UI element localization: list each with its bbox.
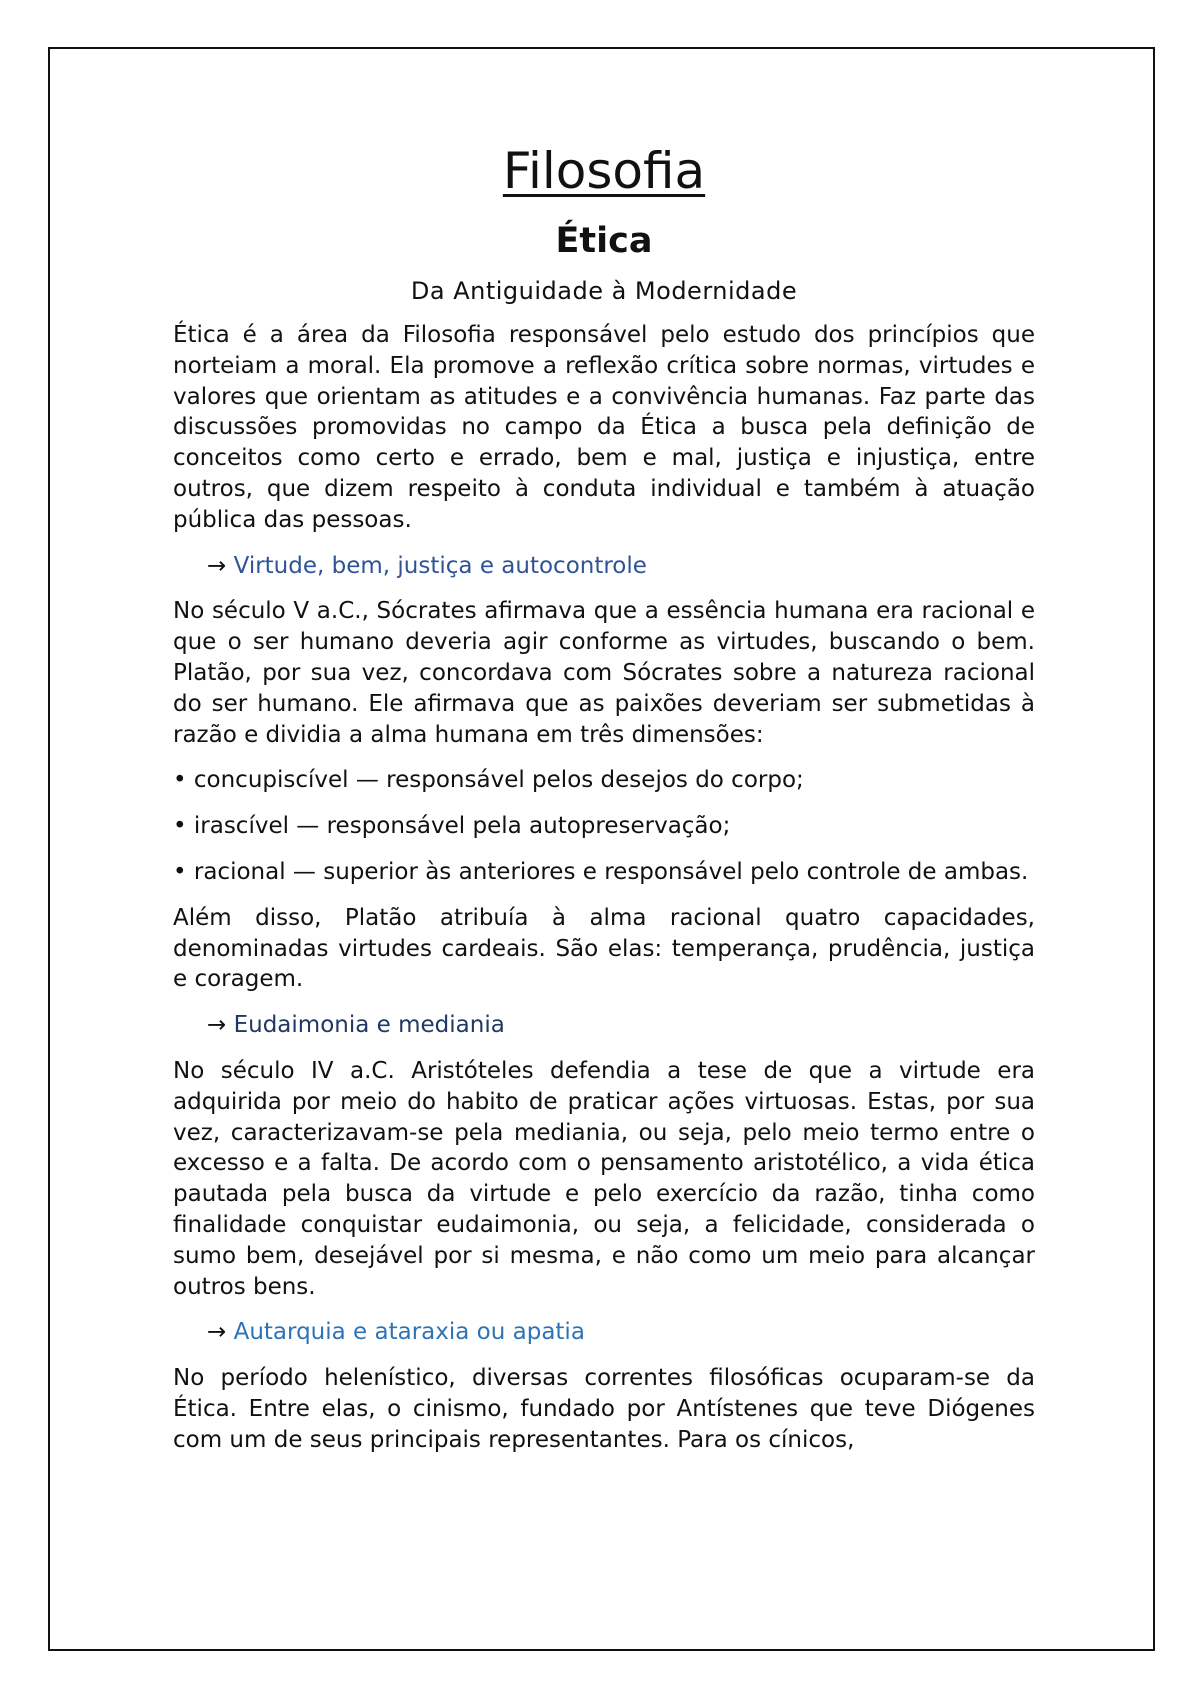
arrow-icon: → bbox=[207, 1319, 227, 1346]
section-heading-text: Eudaimonia e mediania bbox=[233, 1012, 505, 1039]
document-subtitle: Ética bbox=[555, 221, 653, 261]
section-paragraph: No período helenístico, diversas correntes filosóficas ocuparam-se da Ética. Entre elas, o cinismo, fundado por Antístenes que teve Diógenes com um de seus principais representantes. Para os cínicos, bbox=[173, 1365, 1035, 1453]
list-item-concupiscivel: • concupiscível — responsável pelos desejos do corpo; bbox=[173, 767, 804, 794]
section-heading-eudaimonia bbox=[173, 1010, 1035, 1041]
section-heading-text: Virtude, bem, justiça e autocontrole bbox=[233, 552, 647, 579]
arrow-icon: → bbox=[207, 552, 227, 579]
arrow-icon: → bbox=[207, 1012, 227, 1039]
document-title: Filosofia bbox=[502, 142, 706, 200]
section-heading-text: Autarquia e ataraxia ou apatia bbox=[233, 1319, 585, 1346]
document-tagline: Da Antiguidade à Modernidade bbox=[410, 277, 798, 305]
list-item-irascivel: • irascível — responsável pela autopreservação; bbox=[173, 813, 731, 840]
section-paragraph: No século IV a.C. Aristóteles defendia a tese de que a virtude era adquirida por meio do habito de praticar ações virtuosas. Estas, por sua vez, caracterizavam-se pela mediania, ou seja, pelo meio termo entre o excesso e a falta. De acordo com o pensamento aristotélico, a vida ética pautada pela busca da virtude e pelo exercício da razão, tinha como finalidade conquistar eudaimonia, ou seja, a felicidade, considerada o sumo bem, desejável por si mesma, e não como um meio para alcançar outros bens. bbox=[173, 1057, 1035, 1300]
list-item-racional: • racional — superior às anteriores e responsável pelo controle de ambas. bbox=[173, 858, 1029, 885]
intro-paragraph: Ética é a área da Filosofia responsável pelo estudo dos princípios que norteiam a moral. Ela promove a reflexão crítica sobre normas, virtudes e valores que orientam as atitudes e a convivência humanas. Faz parte das discussões promovidas no campo da Ética a busca pela definição de conceitos como certo e errado, bem e mal, justiça e injustiça, entre outros, que dizem respeito à conduta individual e também à atuação pública das pessoas. bbox=[173, 322, 1035, 533]
section-paragraph-after-list: Além disso, Platão atribuía à alma racional quatro capacidades, denominadas virtudes cardeais. São elas: temperança, prudência, justiça e coragem. bbox=[173, 904, 1035, 993]
section-heading-autarquia bbox=[173, 1317, 1035, 1348]
document-body bbox=[173, 140, 1035, 1471]
section-heading-virtude bbox=[173, 551, 1035, 582]
section-paragraph: No século V a.C., Sócrates afirmava que a essência humana era racional e que o ser humano deveria agir conforme as virtudes, buscando o bem. Platão, por sua vez, concordava com Sócrates sobre a natureza racional do ser humano. Ele afirmava que as paixões deveriam ser submetidas à razão e dividia a alma humana em três dimensões: bbox=[173, 598, 1035, 748]
